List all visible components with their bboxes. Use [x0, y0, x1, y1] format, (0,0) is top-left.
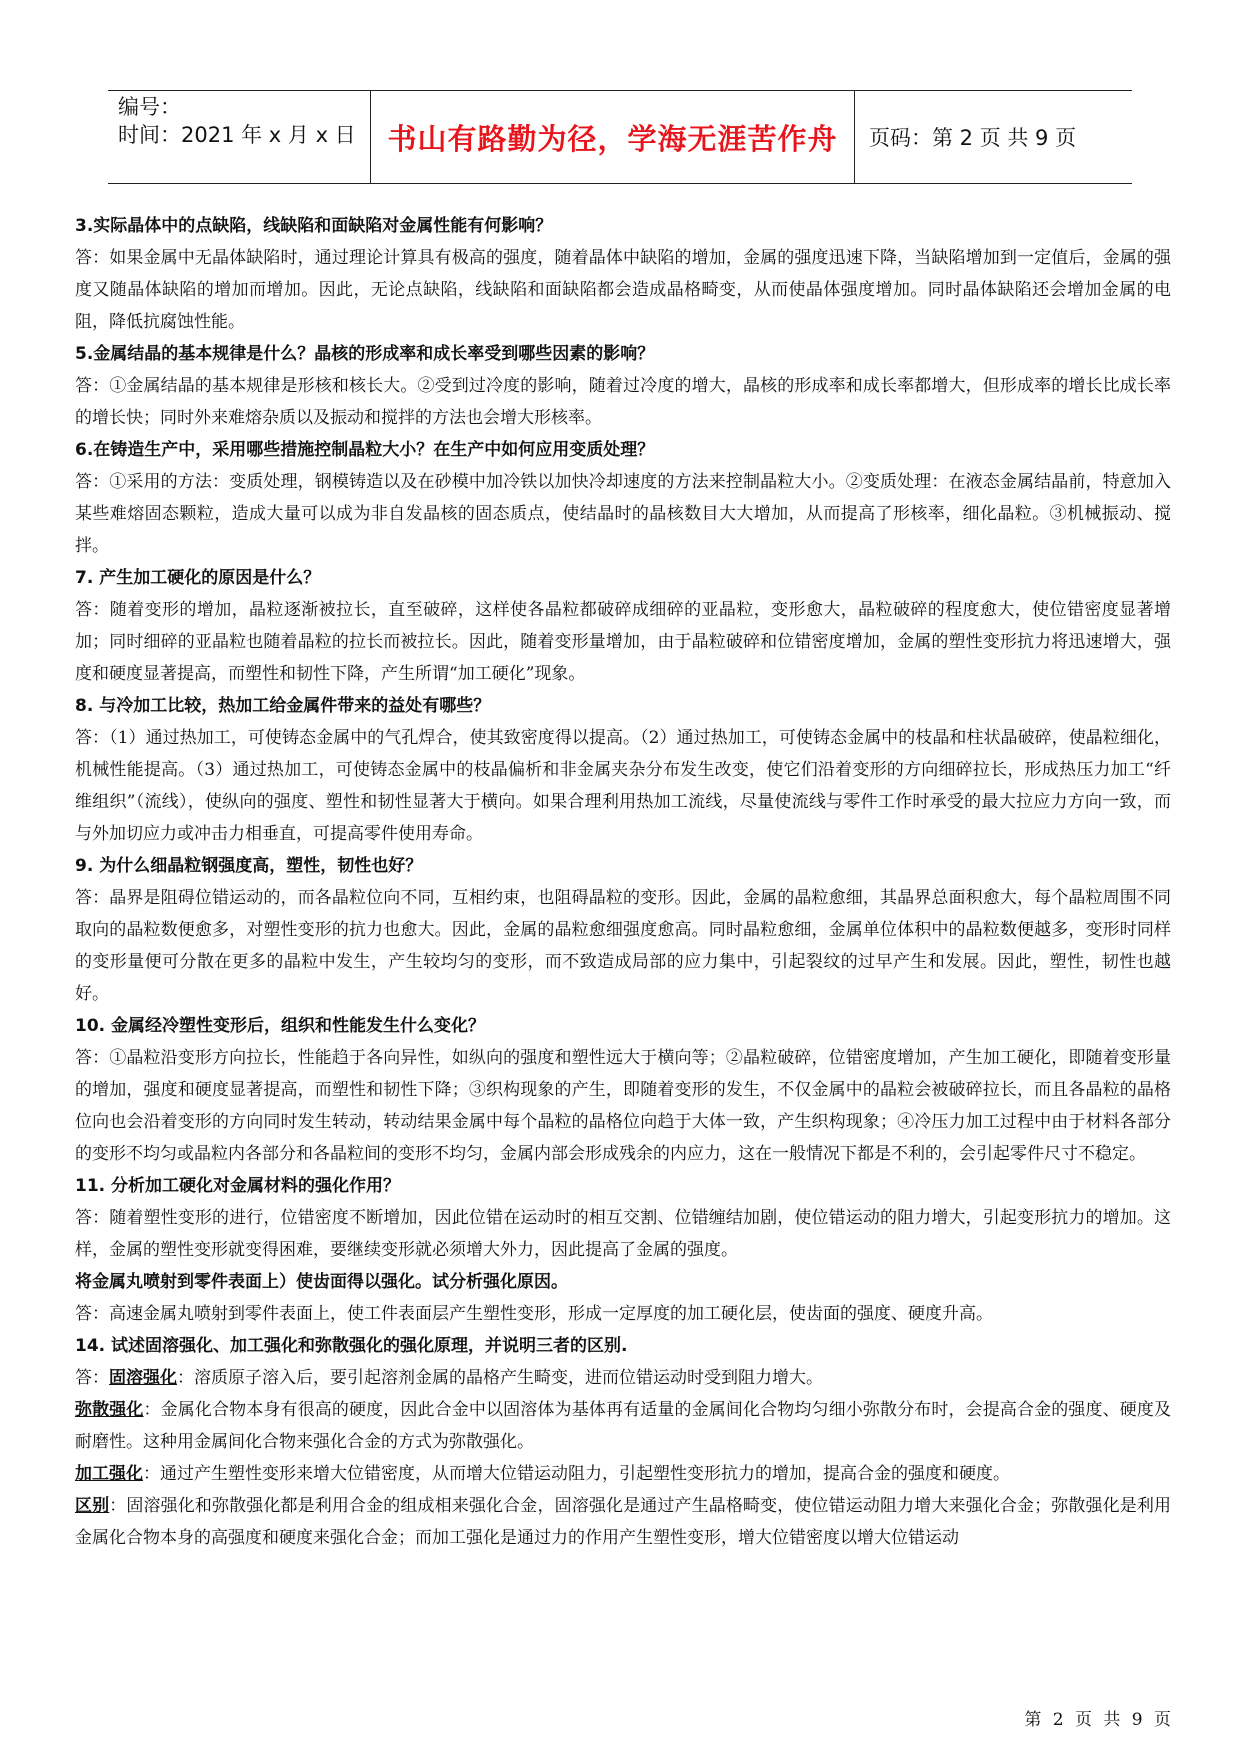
answer: 答：如果金属中无晶体缺陷时，通过理论计算具有极高的强度，随着晶体中缺陷的增加，金属的强度迅速下降，当缺陷增加到一定值后，金属的强度又随晶体缺陷的增加而增加。因此，无论点缺陷，线缺陷和面缺陷都会造成晶格畸变，从而使晶体强度增加。同时晶体缺陷还会增加金属的电阻，降低抗腐蚀性能。 — [75, 248, 1171, 332]
term-text: ：金属化合物本身有很高的硬度，因此合金中以固溶体为基体再有适量的金属间化合物均匀细小弥散分布时，会提高合金的强度、硬度及耐磨性。这种用金属间化合物来强化合金的方式为弥散强化。 — [75, 1400, 1172, 1452]
qa-block — [75, 690, 1171, 850]
header-page-label: 页码：第 2 页 共 9 页 — [869, 126, 1077, 150]
serial-label: 编号： — [118, 95, 181, 119]
term-difference: 区别 — [75, 1496, 110, 1516]
answer-item — [75, 1362, 1171, 1394]
question: 7. 产生加工硬化的原因是什么？ — [75, 568, 321, 588]
answer: 答：①金属结晶的基本规律是形核和核长大。②受到过冷度的影响，随着过冷度的增大，晶核的形成率和成长率都增大，但形成率的增长比成长率的增长快；同时外来难熔杂质以及振动和搅拌的方法也会增大形核率。 — [75, 376, 1171, 428]
qa-block — [75, 434, 1171, 562]
qa-block — [75, 1170, 1171, 1266]
answer-item — [75, 1490, 1171, 1554]
answer: 答：①采用的方法：变质处理，钢模铸造以及在砂模中加冷铁以加快冷却速度的方法来控制晶粒大小。②变质处理：在液态金属结晶前，特意加入某些难熔固态颗粒，造成大量可以成为非自发晶核的固态质点，使结晶时的晶核数目大大增加，从而提高了形核率，细化晶粒。③机械振动、搅拌。 — [75, 472, 1171, 556]
question: 8. 与冷加工比较，热加工给金属件带来的益处有哪些？ — [75, 696, 491, 716]
qa-block — [75, 1266, 1171, 1330]
answer: 答：晶界是阻碍位错运动的，而各晶粒位向不同，互相约束，也阻碍晶粒的变形。因此，金属的晶粒愈细，其晶界总面积愈大，每个晶粒周围不同取向的晶粒数便愈多，对塑性变形的抗力也愈大。因此，金属的晶粒愈细强度愈高。同时晶粒愈细，金属单位体积中的晶粒数便越多，变形时同样的变形量便可分散在更多的晶粒中发生，产生较均匀的变形，而不致造成局部的应力集中，引起裂纹的过早产生和发展。因此，塑性，韧性也越好。 — [75, 888, 1171, 1004]
time-line: 时间：2021 年 x 月 x 日 — [118, 123, 356, 147]
header-meta — [108, 91, 370, 183]
page-footer: 第 2 页 共 9 页 — [1024, 1710, 1171, 1730]
term-text: ：通过产生塑性变形来增大位错密度，从而增大位错运动阻力，引起塑性变形抗力的增加，提高合金的强度和硬度。 — [143, 1464, 1010, 1484]
question: 11. 分析加工硬化对金属材料的强化作用？ — [75, 1176, 401, 1196]
answer: 答：随着塑性变形的进行，位错密度不断增加，因此位错在运动时的相互交割、位错缠结加剧，使位错运动的阻力增大，引起变形抗力的增加。这样，金属的塑性变形就变得困难，要继续变形就必须增大外力，因此提高了金属的强度。 — [75, 1208, 1171, 1260]
answer-item — [75, 1394, 1171, 1458]
answer: 答：随着变形的增加，晶粒逐渐被拉长，直至破碎，这样使各晶粒都破碎成细碎的亚晶粒，变形愈大，晶粒破碎的程度愈大，使位错密度显著增加；同时细碎的亚晶粒也随着晶粒的拉长而被拉长。因此，随着变形量增加，由于晶粒破碎和位错密度增加，金属的塑性变形抗力将迅速增大，强度和硬度显著提高，而塑性和韧性下降，产生所谓“加工硬化”现象。 — [75, 600, 1171, 684]
qa-block — [75, 1010, 1171, 1170]
qa-block — [75, 562, 1171, 690]
term-text: ：固溶强化和弥散强化都是利用合金的组成相来强化合金，固溶强化是通过产生晶格畸变，使位错运动阻力增大来强化合金；弥散强化是利用金属化合物本身的高强度和硬度来强化合金；而加工强化是通过力的作用产生塑性变形，增大位错密度以增大位错运动 — [75, 1496, 1172, 1548]
question: 14. 试述固溶强化、加工强化和弥散强化的强化原理，并说明三者的区别. — [75, 1336, 628, 1356]
qa-block-14 — [75, 1330, 1171, 1554]
answer: 答：高速金属丸喷射到零件表面上，使工件表面层产生塑性变形，形成一定厚度的加工硬化层，使齿面的强度、硬度升高。 — [75, 1304, 993, 1324]
page-header — [108, 90, 1132, 184]
header-motto: 书山有路勤为径，学海无涯苦作舟 — [387, 121, 838, 156]
term-dispersion: 弥散强化 — [75, 1400, 144, 1420]
term-text: ：溶质原子溶入后，要引起溶剂金属的晶格产生畸变，进而位错运动时受到阻力增大。 — [177, 1368, 823, 1388]
answer: 答：①晶粒沿变形方向拉长，性能趋于各向异性，如纵向的强度和塑性远大于横向等；②晶粒破碎，位错密度增加，产生加工硬化，即随着变形量的增加，强度和硬度显著提高，而塑性和韧性下降；③织构现象的产生，即随着变形的发生，不仅金属中的晶粒会被破碎拉长，而且各晶粒的晶格位向也会沿着变形的方向同时发生转动，转动结果金属中每个晶粒的晶格位向趋于大体一致，产生织构现象；④冷压力加工过程中由于材料各部分的变形不均匀或晶粒内各部分和各晶粒间的变形不均匀，金属内部会形成残余的内应力，这在一般情况下都是不利的，会引起零件尺寸不稳定。 — [75, 1048, 1171, 1164]
header-page-cell — [855, 91, 1132, 183]
answer: 答：（1）通过热加工，可使铸态金属中的气孔焊合，使其致密度得以提高。（2）通过热加工，可使铸态金属中的枝晶和柱状晶破碎，使晶粒细化，机械性能提高。（3）通过热加工，可使铸态金属中的枝晶偏析和非金属夹杂分布发生改变，使它们沿着变形的方向细碎拉长，形成热压力加工“纤维组织”（流线），使纵向的强度、塑性和韧性显著大于横向。如果合理利用热加工流线，尽量使流线与零件工作时承受的最大拉应力方向一致，而与外加切应力或冲击力相垂直，可提高零件使用寿命。 — [75, 728, 1171, 844]
question: 3.实际晶体中的点缺陷，线缺陷和面缺陷对金属性能有何影响？ — [75, 216, 553, 236]
qa-block — [75, 210, 1171, 338]
qa-block — [75, 850, 1171, 1010]
header-motto-cell — [370, 91, 855, 183]
qa-block — [75, 338, 1171, 434]
document-body — [75, 210, 1171, 1554]
term-solid-solution: 固溶强化 — [109, 1368, 177, 1388]
term-work-hardening: 加工强化 — [75, 1464, 143, 1484]
answer-item — [75, 1458, 1171, 1490]
answer-prefix: 答： — [75, 1368, 109, 1388]
question: 6.在铸造生产中，采用哪些措施控制晶粒大小？在生产中如何应用变质处理？ — [75, 440, 655, 460]
question: 5.金属结晶的基本规律是什么？晶核的形成率和成长率受到哪些因素的影响？ — [75, 344, 655, 364]
question: 9. 为什么细晶粒钢强度高，塑性，韧性也好？ — [75, 856, 423, 876]
question: 将金属丸喷射到零件表面上）使齿面得以强化。试分析强化原因。 — [75, 1272, 568, 1292]
question: 10. 金属经冷塑性变形后，组织和性能发生什么变化？ — [75, 1016, 486, 1036]
